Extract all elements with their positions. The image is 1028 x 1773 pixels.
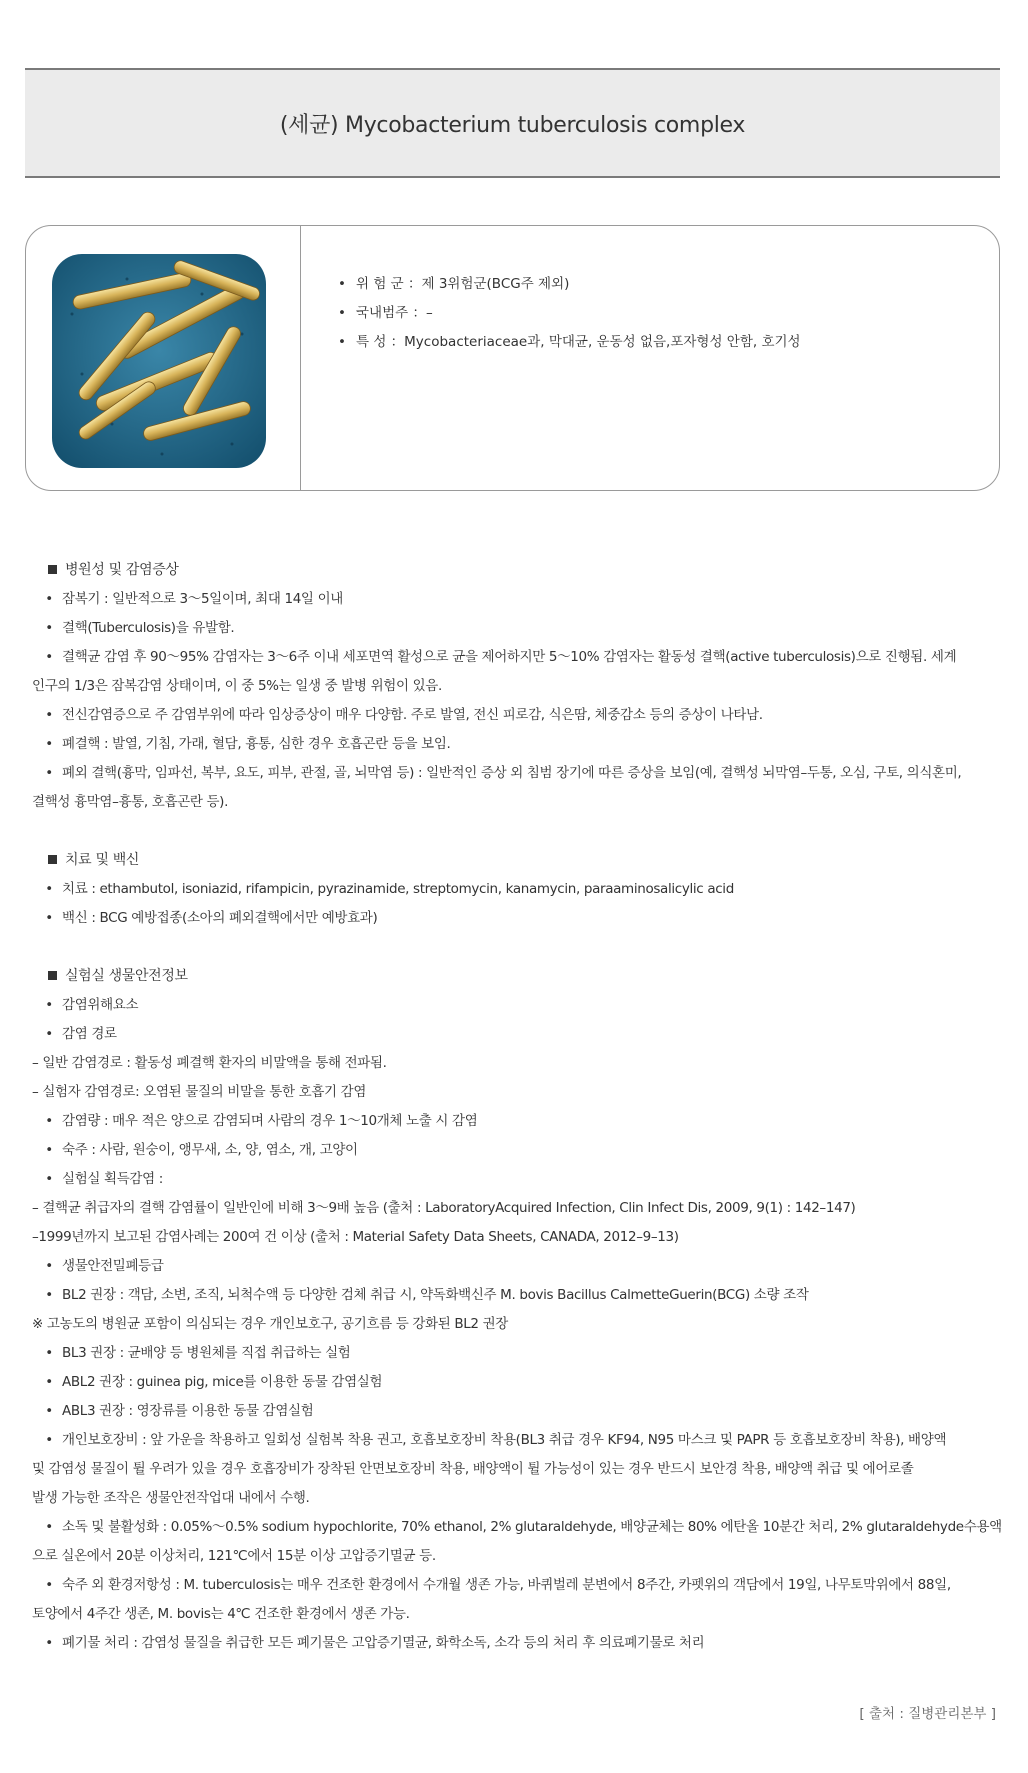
text-line: • 감염량 : 매우 적은 양으로 감염되며 사람의 경우 1～10개체 노출 시 감염	[45, 1113, 478, 1129]
text-line: • 폐결핵 : 발열, 기침, 가래, 혈담, 흉통, 심한 경우 호흡곤란 등을 보임.	[45, 736, 451, 752]
fact-characteristics: • 특 성 ：Mycobacteriaceae과, 막대균, 운동성 없음,포자형성 안함, 호기성	[338, 334, 801, 350]
summary-facts	[338, 270, 801, 357]
text-line: • 개인보호장비 : 앞 가운을 착용하고 일회성 실험복 착용 권고, 호흡보호장비 착용(BL3 취급 경우 KF94, N95 마스크 및 PAPR 등 호흡보호장비 착용), 배양액	[45, 1432, 947, 1448]
text-line: • BL2 권장 : 객담, 소변, 조직, 뇌척수액 등 다양한 검체 취급 시, 약독화백신주 M. bovis Bacillus CalmetteGuerin(BCG) 소량 조작	[45, 1287, 809, 1303]
text-line: • 전신감염증으로 주 감염부위에 따라 임상증상이 매우 다양함. 주로 발열, 전신 피로감, 식은땀, 체중감소 등의 증상이 나타남.	[45, 707, 763, 723]
section-heading-pathogenicity: 병원성 및 감염증상	[32, 556, 992, 585]
source-credit: [ 출처 : 질병관리본부 ]	[859, 1706, 996, 1722]
text-line: –1999년까지 보고된 감염사례는 200여 건 이상 (출처 : Material Safety Data Sheets, CANADA, 2012–9–13)	[32, 1229, 679, 1245]
text-line: 으로 실온에서 20분 이상처리, 121℃에서 15분 이상 고압증기멸균 등.	[32, 1548, 436, 1564]
text-line: • 소독 및 불활성화 : 0.05%～0.5% sodium hypochlorite, 70% ethanol, 2% glutaraldehyde, 배양균체는 80% 에탄올 10분간 처리, 2% glutaraldehyde수용액	[45, 1519, 1002, 1535]
text-line: • 결핵(Tuberculosis)을 유발함.	[45, 620, 235, 636]
section-heading-treatment: 치료 및 백신	[32, 846, 992, 875]
text-line: • 잠복기 : 일반적으로 3～5일이며, 최대 14일 이내	[45, 591, 343, 607]
text-line: 및 감염성 물질이 튈 우려가 있을 경우 호흡장비가 장착된 안면보호장비 착용, 배양액이 튈 가능성이 있는 경우 반드시 보안경 착용, 배양액 취급 및 에어로졸	[32, 1461, 914, 1477]
text-line: • 치료 : ethambutol, isoniazid, rifampicin, pyrazinamide, streptomycin, kanamycin, paraaminosalicylic acid	[45, 881, 734, 897]
text-line: 인구의 1/3은 잠복감염 상태이며, 이 중 5%는 일생 중 발병 위험이 있음.	[32, 678, 442, 694]
fact-risk-group: • 위 험 군 ：제 3위험군(BCG주 제외)	[338, 276, 570, 292]
section-heading-biosafety: 실험실 생물안전정보	[32, 962, 992, 991]
text-line: 결핵성 흉막염–흉통, 호흡곤란 등).	[32, 794, 229, 810]
text-line: • 폐기물 처리 : 감염성 물질을 취급한 모든 폐기물은 고압증기멸균, 화학소독, 소각 등의 처리 후 의료폐기물로 처리	[45, 1635, 705, 1651]
text-line: • 감염 경로	[45, 1026, 117, 1042]
title-banner	[25, 68, 1000, 178]
bacteria-image	[52, 254, 266, 468]
bacteria-micrograph-icon	[52, 254, 266, 468]
text-line: • 숙주 외 환경저항성 : M. tuberculosis는 매우 건조한 환경에서 수개월 생존 가능, 바퀴벌레 분변에서 8주간, 카펫위의 객담에서 19일, 나무토막위에서 88일,	[45, 1577, 951, 1593]
text-line: – 실험자 감염경로: 오염된 물질의 비말을 통한 호흡기 감염	[32, 1084, 367, 1100]
text-line: 발생 가능한 조작은 생물안전작업대 내에서 수행.	[32, 1490, 310, 1506]
text-line: – 일반 감염경로 : 활동성 폐결핵 환자의 비말액을 통해 전파됨.	[32, 1055, 387, 1071]
text-line: • 숙주 : 사람, 원숭이, 앵무새, 소, 양, 염소, 개, 고양이	[45, 1142, 358, 1158]
text-line: 토양에서 4주간 생존, M. bovis는 4℃ 건조한 환경에서 생존 가능.	[32, 1606, 410, 1622]
main-content	[32, 556, 1002, 1658]
text-line: • ABL3 권장 : 영장류를 이용한 동물 감염실험	[45, 1403, 314, 1419]
text-line: – 결핵균 취급자의 결핵 감염률이 일반인에 비해 3～9배 높음 (출처 : LaboratoryAcquired Infection, Clin Infect Dis, 2009, 9(1) : 142–147)	[32, 1200, 856, 1216]
text-line: ※ 고농도의 병원균 포함이 의심되는 경우 개인보호구, 공기흐름 등 강화된 BL2 권장	[32, 1316, 508, 1332]
text-line: • BL3 권장 : 균배양 등 병원체를 직접 취급하는 실험	[45, 1345, 351, 1361]
fact-domestic-category: • 국내범주 ：–	[338, 305, 433, 321]
card-divider	[300, 226, 301, 490]
text-line: • 폐외 결핵(흉막, 임파선, 복부, 요도, 피부, 관절, 골, 뇌막염 등) : 일반적인 증상 외 침범 장기에 따른 증상을 보임(예, 결핵성 뇌막염–두통, 오심, 구토, 의식혼미,	[45, 765, 962, 781]
summary-card	[25, 225, 1000, 491]
text-line: • 백신 : BCG 예방접종(소아의 폐외결핵에서만 예방효과)	[45, 910, 378, 926]
text-line: • 감염위해요소	[45, 997, 139, 1013]
text-line: • 결핵균 감염 후 90～95% 감염자는 3～6주 이내 세포면역 활성으로 균을 제어하지만 5～10% 감염자는 활동성 결핵(active tuberculosis)으로 진행됨. 세계	[45, 649, 957, 665]
text-line: • 생물안전밀폐등급	[45, 1258, 164, 1274]
page-title: (세균) Mycobacterium tuberculosis complex	[279, 112, 746, 138]
text-line: • ABL2 권장 : guinea pig, mice를 이용한 동물 감염실험	[45, 1374, 383, 1390]
text-line: • 실험실 획득감염 :	[45, 1171, 163, 1187]
